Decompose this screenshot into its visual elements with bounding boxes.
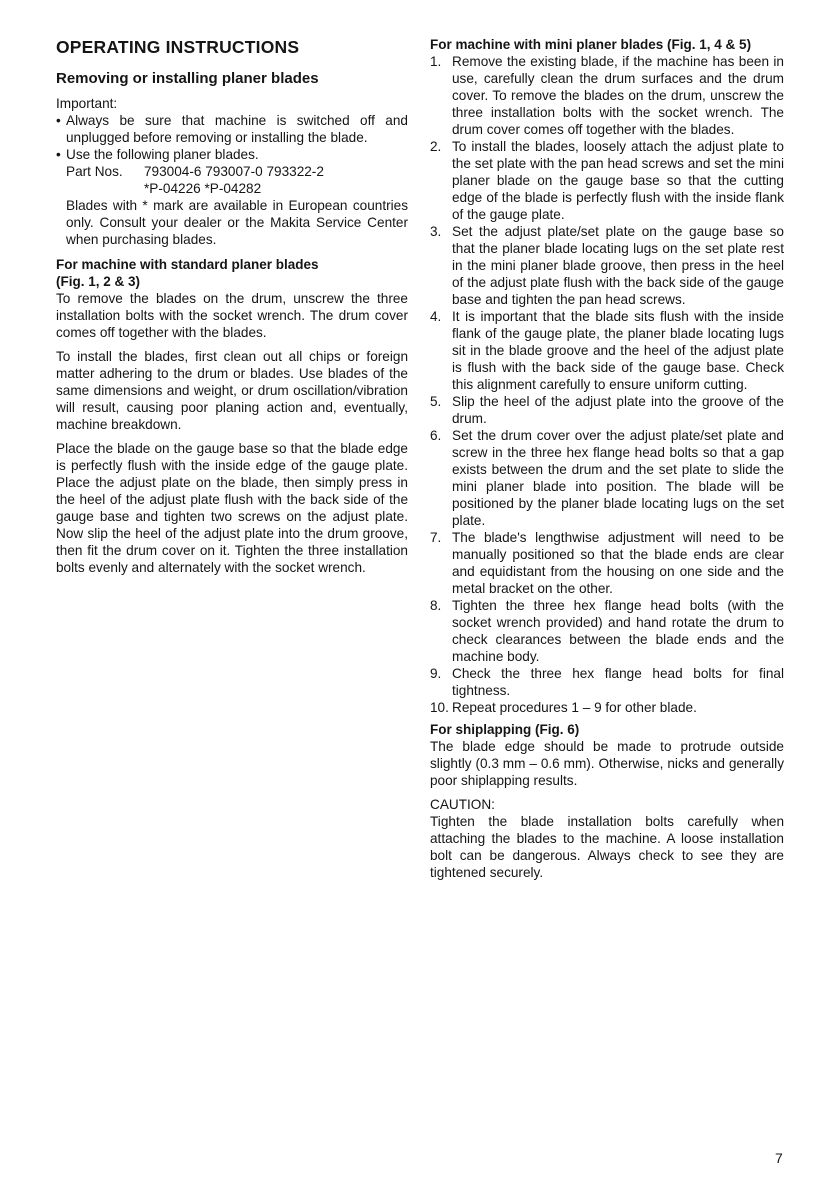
list-item: 2. To install the blades, loosely attach the adjust plate to the set plate with the pan head screws and set the mini planer blade on the gauge base so that the cutting edge of the blade is perfectly flush with the inside flank of the gauge plate. xyxy=(430,139,784,222)
list-item: 7. The blade's lengthwise adjustment will need to be manually positioned so that the blade ends are clear and equidistant from the housing on one side and the metal bracket on the other. xyxy=(430,530,784,596)
list-item: 9. Check the three hex flange head bolts for final tightness. xyxy=(430,666,784,698)
parts-line-1: 793004-6 793007-0 793322-2 xyxy=(144,164,324,179)
parts-label: Part Nos. xyxy=(66,164,123,179)
right-column xyxy=(430,36,784,881)
bullet-icon: • xyxy=(56,113,61,128)
blades-note: Blades with * mark are available in European countries only. Consult your dealer or the Makita Service Center when purchasing blades. xyxy=(66,198,408,247)
list-item: 6. Set the drum cover over the adjust plate/set plate and screw in the three hex flange head bolts so that a gap exists between the drum and the set plate to slide the mini planer blade into position. The blade will be positioned by the planer blade locating lugs on the set plate. xyxy=(430,428,784,528)
section-title: Removing or installing planer blades xyxy=(56,70,319,87)
paragraph: To remove the blades on the drum, unscrew the three installation bolts with the socket wrench. The drum cover comes off together with the blades. xyxy=(56,291,408,340)
important-label: Important: xyxy=(56,96,118,111)
list-item: 4. It is important that the blade sits flush with the inside flank of the gauge plate, the planer blade locating lugs sit in the blade groove and the heel of the adjust plate is flush with the back side of the gauge base. Check this alignment carefully to ensure uniform cutting. xyxy=(430,309,784,392)
list-item: • Always be sure that machine is switched off and unplugged before removing or installing the blade. xyxy=(56,113,408,145)
paragraph: To install the blades, first clean out all chips or foreign matter adhering to the drum or blades. Use blades of the same dimensions and weight, or drum oscillation/vibration will result, causing poor planing action and, eventually, machine breakdown. xyxy=(56,349,408,432)
caution-label: CAUTION: xyxy=(430,797,495,812)
part-numbers xyxy=(56,163,408,197)
page-number: 7 xyxy=(775,1150,783,1166)
left-column xyxy=(56,36,408,576)
parts-line-2: *P-04226 *P-04282 xyxy=(144,181,262,196)
list-item: 1. Remove the existing blade, if the machine has been in use, carefully clean the drum surfaces and the drum cover. To remove the blades on the drum, unscrew the three installation bolts with the socket wrench. The drum cover comes off together with the blades. xyxy=(430,54,784,137)
list-item: 10. Repeat procedures 1 – 9 for other blade. xyxy=(430,700,697,715)
important-bullets xyxy=(56,112,408,163)
paragraph: Place the blade on the gauge base so that the blade edge is perfectly flush with the inside edge of the gauge plate. Place the adjust plate on the blade, then simply press in the heel of the adjust plate flush with the back side of the gauge base and tighten two screws on the adjust plate. Now slip the heel of the adjust plate into the drum groove, then fit the drum cover on it. Tighten the three installation bolts evenly and alternately with the socket wrench. xyxy=(56,441,408,575)
list-item: 8. Tighten the three hex flange head bolts (with the socket wrench provided) and hand rotate the drum to check clearances between the blade ends and the machine body. xyxy=(430,598,784,664)
bullet-icon: • xyxy=(56,147,61,162)
procedure-steps xyxy=(430,53,784,716)
mini-blades-heading: For machine with mini planer blades (Fig. 1, 4 & 5) xyxy=(430,37,752,52)
shiplapping-heading: For shiplapping (Fig. 6) xyxy=(430,722,580,737)
list-item: 5. Slip the heel of the adjust plate into the groove of the drum. xyxy=(430,394,784,426)
page-title: OPERATING INSTRUCTIONS xyxy=(56,37,300,57)
standard-blades-heading: For machine with standard planer blades (Fig. 1, 2 & 3) xyxy=(56,257,319,289)
list-item: • Use the following planer blades. xyxy=(56,147,259,162)
shiplapping-text: The blade edge should be made to protrude outside slightly (0.3 mm – 0.6 mm). Otherwise, nicks and generally poor shiplapping results. xyxy=(430,739,784,788)
caution-text: Tighten the blade installation bolts carefully when attaching the blades to the machine. A loose installation bolt can be dangerous. Always check to see they are tightened securely. xyxy=(430,814,784,880)
list-item: 3. Set the adjust plate/set plate on the gauge base so that the planer blade locating lugs on the set plate rest in the mini planer blade groove, then press in the heel of the adjust plate flush with the back side of the gauge base and tighten the pan head screws. xyxy=(430,224,784,307)
